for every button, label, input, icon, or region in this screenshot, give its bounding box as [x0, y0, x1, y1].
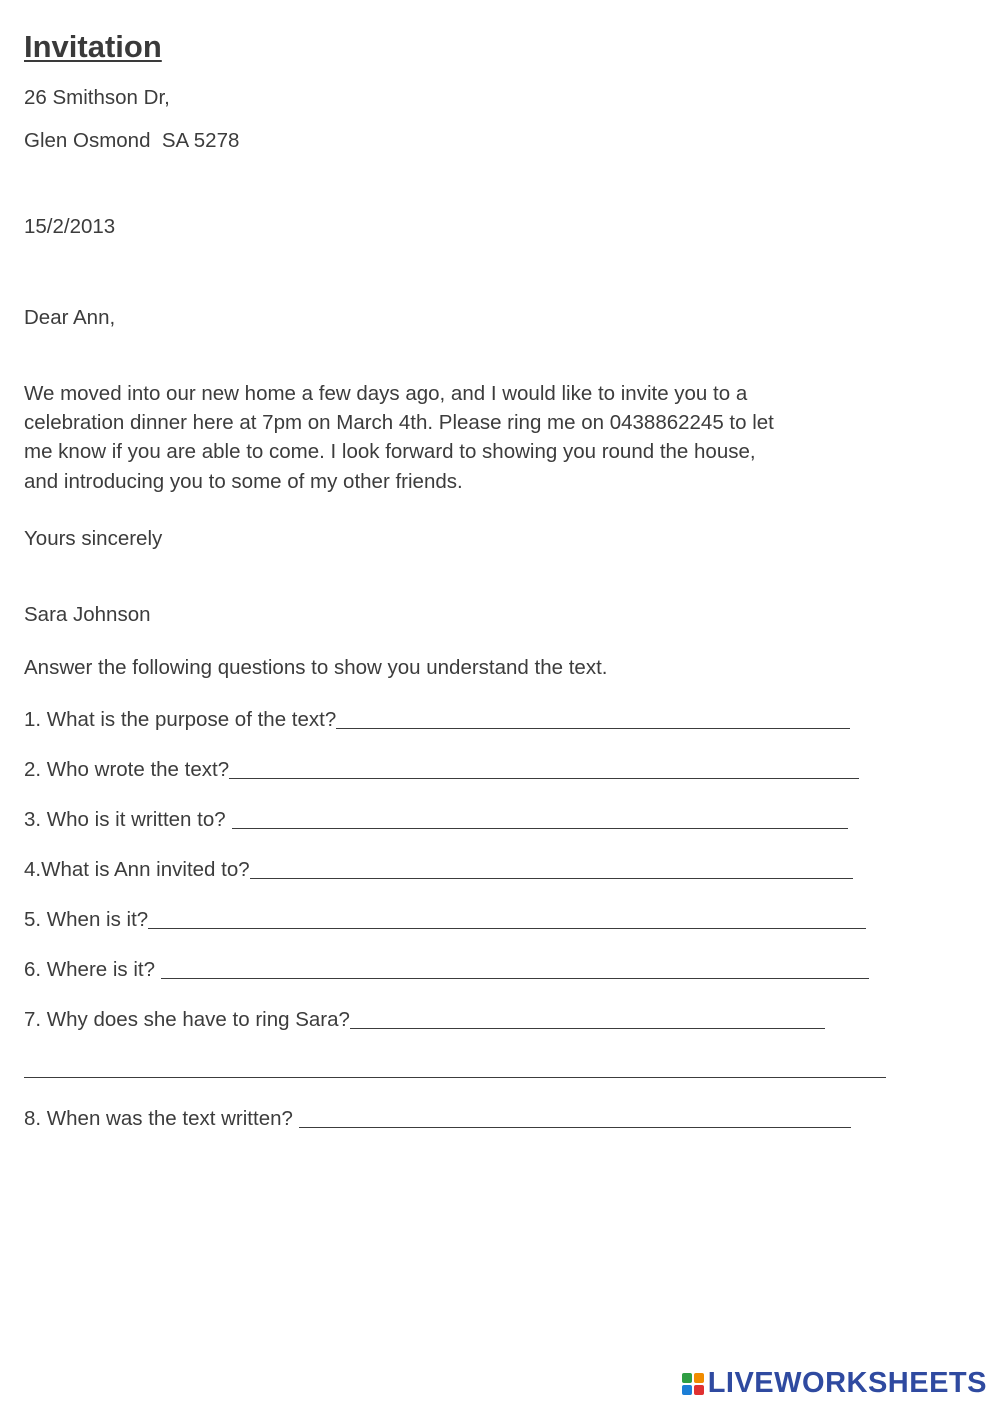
liveworksheets-logo — [682, 1367, 987, 1400]
page-title: Invitation — [24, 29, 162, 64]
address-line-city: Glen Osmond SA 5278 — [24, 129, 240, 152]
question-row — [24, 905, 866, 931]
question-label: 3. Who is it written to? — [24, 808, 226, 831]
question-row — [24, 855, 853, 881]
question-label: 7. Why does she have to ring Sara? — [24, 1008, 350, 1031]
signature: Sara Johnson — [24, 603, 151, 626]
question-row — [24, 755, 859, 781]
question-label: 5. When is it? — [24, 908, 149, 931]
answer-field-1[interactable] — [336, 708, 850, 729]
question-row — [24, 955, 869, 981]
answer-field-8[interactable] — [299, 1107, 851, 1128]
question-row — [24, 705, 850, 731]
answer-field-7[interactable] — [350, 1008, 825, 1029]
salutation: Dear Ann, — [24, 306, 116, 329]
letter-date: 15/2/2013 — [24, 215, 116, 238]
answer-field-7-continued[interactable] — [24, 1057, 886, 1078]
body-line: We moved into our new home a few days ago, and I would like to invite you to a — [24, 382, 748, 405]
answer-field-2[interactable] — [229, 758, 859, 779]
question-row — [24, 805, 848, 831]
question-row — [24, 1005, 825, 1031]
body-line: and introducing you to some of my other friends. — [24, 470, 463, 493]
body-line: celebration dinner here at 7pm on March 4th. Please ring me on 0438862245 to let — [24, 411, 774, 434]
question-label: 4.What is Ann invited to? — [24, 858, 250, 881]
instruction-text: Answer the following questions to show you understand the text. — [24, 656, 608, 679]
question-label: 8. When was the text written? — [24, 1107, 293, 1130]
answer-field-3[interactable] — [232, 808, 848, 829]
question-label: 2. Who wrote the text? — [24, 758, 230, 781]
body-line: me know if you are able to come. I look forward to showing you round the house, — [24, 440, 756, 463]
closing: Yours sincerely — [24, 527, 163, 550]
logo-text: LIVEWORKSHEETS — [707, 1367, 987, 1399]
answer-field-4[interactable] — [250, 858, 853, 879]
answer-field-5[interactable] — [148, 908, 866, 929]
answer-field-6[interactable] — [161, 958, 869, 979]
question-label: 6. Where is it? — [24, 958, 156, 981]
liveworksheets-logo-icon — [682, 1373, 704, 1395]
question-label: 1. What is the purpose of the text? — [24, 708, 337, 731]
address-line-street: 26 Smithson Dr, — [24, 86, 170, 109]
question-row — [24, 1104, 851, 1130]
